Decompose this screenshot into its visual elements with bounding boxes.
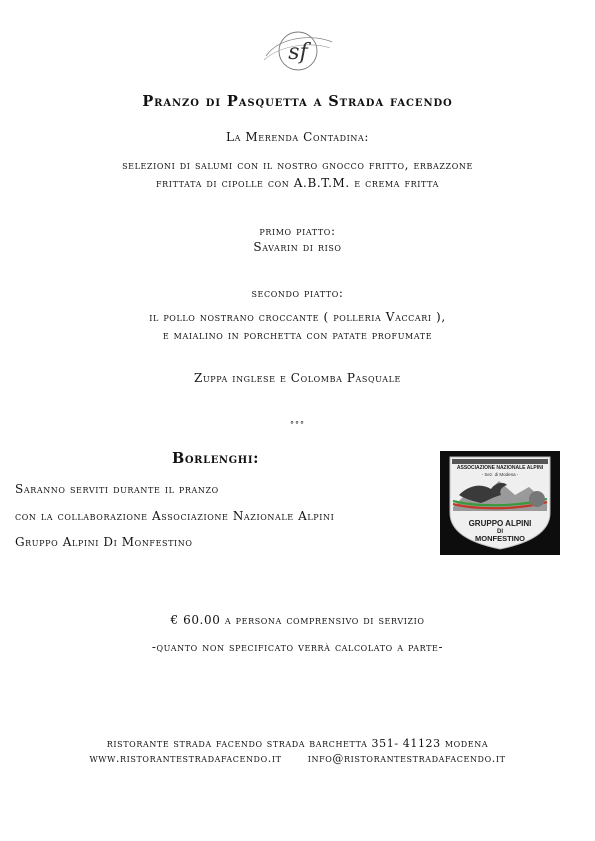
borlenghi-line-3: Gruppo Alpini Di Monfestino xyxy=(15,535,193,549)
secondo-heading: secondo piatto: xyxy=(251,286,344,300)
restaurant-logo xyxy=(262,26,334,76)
separator-dots: °°° xyxy=(290,420,305,429)
footer-address: ristorante strada facendo strada barchetta 351- 41123 modena xyxy=(106,737,489,750)
logo-monogram: sf xyxy=(288,40,308,65)
footer-website-link[interactable]: www.ristorantestradafacendo.it xyxy=(89,752,282,765)
dessert-line: Zuppa inglese e Colomba Pasquale xyxy=(194,371,401,385)
merenda-line-1: selezioni di salumi con il nostro gnocco fritto, erbazzone xyxy=(122,158,473,172)
badge-section-text: - Sez. di Modena - xyxy=(481,472,519,477)
merenda-heading: La Merenda Contadina: xyxy=(226,130,369,144)
alpini-hat-icon xyxy=(529,491,545,507)
footer-contacts xyxy=(0,752,595,765)
borlenghi-heading: Borlenghi: xyxy=(172,450,260,467)
merenda-line-2: frittata di cipolle con A.B.T.M. e crema fritta xyxy=(156,176,439,190)
badge-group-line-1: GRUPPO ALPINI xyxy=(468,519,532,528)
borlenghi-line-2: con la collaborazione Associazione Nazionale Alpini xyxy=(15,509,335,523)
alpini-badge xyxy=(440,451,560,555)
borlenghi-line-1: Saranno serviti durante il pranzo xyxy=(15,482,219,496)
secondo-line-2: e maialino in porchetta con patate profumate xyxy=(162,328,433,342)
alpini-shield-emblem xyxy=(447,455,553,551)
price-line: € 60.00 a persona comprensivo di servizio xyxy=(170,613,425,627)
price-note: -quanto non specificato verrà calcolato a parte- xyxy=(151,640,444,654)
footer-email-link[interactable]: info@ristorantestradafacendo.it xyxy=(307,752,506,765)
badge-top-text: ASSOCIAZIONE NAZIONALE ALPINI xyxy=(456,465,544,471)
page-title: Pranzo di Pasquetta a Strada facendo xyxy=(142,93,453,110)
primo-heading: primo piatto: xyxy=(259,224,336,238)
badge-group-line-3: MONFESTINO xyxy=(475,534,525,543)
primo-dish: Savarin di riso xyxy=(253,240,342,254)
secondo-line-1: il pollo nostrano croccante ( polleria Vaccari ), xyxy=(149,310,446,324)
badge-group-line-2: DI xyxy=(497,529,503,535)
